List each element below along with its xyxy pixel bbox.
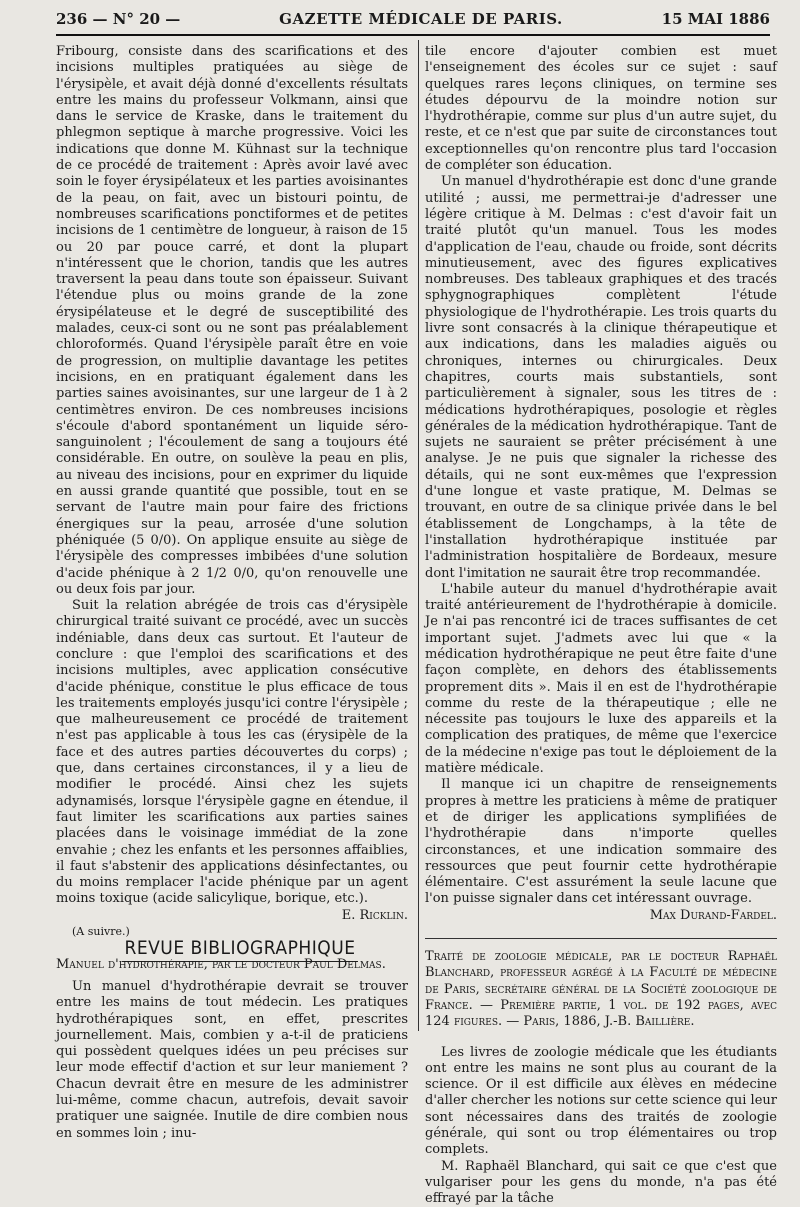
review-separator [425, 938, 777, 939]
paragraph: Fribourg, consiste dans des scarifications et des incisions multiples pratiquées au siège de l'érysipèle, et avait déjà donné d'excellents résultats entre les mains du professeur Volkmann, ainsi que dans le service de Kraske, dans le traitement du phlegmon septique à marche progressive. Voici les indications que donne M. Kühnast sur la technique de ce procédé de traitement : Après avoir lavé avec soin le foyer érysipélateux et les parties avoisinantes de la peau, on fait, avec un bistouri pointu, de nombreuses scarifications ponctiformes et de petites incisions de 1 centimètre de longueur, à raison de 15 ou 20 par pouce carré, et dont la plupart n'intéressent que le chorion, tandis que les autres traversent la peau dans toute son épaisseur. Suivant l'étendue plus ou moins grande de la zone érysipélateuse et le degré de susceptibilité des malades, ceux-ci sont ou ne sont pas préalablement chloroformés. Quand l'érysipèle paraît être en voie de progression, on multiplie davantage les petites incisions, en en pratiquant également dans les parties saines avoisinantes, sur une largeur de 1 à 2 centimètres environ. De ces nombreuses incisions s'écoule d'abord spontanément un liquide séro-sanguinolent ; l'écoulement de sang a toujours été considérable. En outre, on soulève la peau en plis, au niveau des incisions, pour en exprimer du liquide en aussi grande quantité que possible, tout en se servant de l'autre main pour faire des frictions énergiques sur la peau, arrosée d'une solution phéniquée (5 0/0). On applique ensuite au siège de l'érysipèle des compresses imbibées d'une solution d'acide phénique à 2 1/2 0/0, qu'on renouvelle une ou deux fois par jour. [56, 44, 408, 597]
author-signature: E. Ricklin. [341, 907, 408, 923]
paragraph: L'habile auteur du manuel d'hydrothérapie avait traité antérieurement de l'hydrothérapie à domicile. Je n'ai pas rencontré ici de traces suffisantes de cet important sujet. J'admets avec lui que « la médication hydrothérapique ne peut être faite d'une façon complète, en dehors des établissements proprement dits ». Mais il en est de l'hydrothérapie comme du reste de la thérapeutique ; elle ne nécessite pas toujours le luxe des appareils et la complication des pratiques, de même que l'exercice de la médecine n'exige pas tout le déploiement de la matière médicale. [425, 581, 777, 777]
section-title-text: REVUE BIBLIOGRAPHIQUE [122, 937, 357, 962]
paragraph: Suit la relation abrégée de trois cas d'érysipèle chirurgical traité suivant ce procédé, avec un succès indéniable, dans deux cas surtout. Et l'auteur de conclure : que l'emploi des scarifications et des incisions multiples, avec application consécutive d'acide phénique, constitue le plus efficace de tous les traitements employés jusqu'ici contre l'érysipèle ; que malheureusement ce procédé de traitement n'est pas applicable à tous les cas (érysipèle de la face et des autres parties découvertes du corps) ; que, dans certaines circonstances, il y a lieu de modifier le procédé. Ainsi chez les sujets adynamisés, lorsque l'érysipèle gagne en étendue, il faut limiter les scarifications aux parties saines placées dans le voisinage immédiat de la zone envahie ; chez les enfants et les personnes affaiblies, il faut s'abstenir des applications désinfectantes, ou du moins remplacer l'acide phénique par un agent moins toxique (acide salicylique, borique, etc.). [56, 598, 408, 907]
author-signature: Max Durand-Fardel. [649, 907, 777, 923]
continued-note: (A suivre.) [72, 925, 130, 939]
paragraph: Un manuel d'hydrothérapie devrait se trouver entre les mains de tout médecin. Les pratiques hydrothérapiques sont, en effet, prescrites journellement. Mais, combien y a-t-il de praticiens qui possèdent quelques idées un peu précises sur leur mode effectif d'action et sur leur maniement ? Chacun devrait être en mesure de les administrer lui-même, comme chacun, autrefois, devait savoir pratiquer une saignée. Inutile de dire combien nous en sommes loin ; inu- [56, 978, 408, 1141]
page-number: 236 — N° 20 — [56, 10, 181, 28]
paragraph: tile encore d'ajouter combien est muet l'enseignement des écoles sur ce sujet : sauf quelques rares leçons cliniques, on termine ses études dépourvu de la moindre notion sur l'hydrothérapie, comme sur plus d'un autre sujet, du reste, et ce n'est que par suite de circonstances tout exceptionnelles qu'on rencontre plus tard l'occasion de compléter son éducation. [425, 44, 777, 174]
left-column [56, 44, 408, 1142]
paragraph: Il manque ici un chapitre de renseignements propres à mettre les praticiens à même de pratiquer et de diriger les applications symplifiées de l'hydrothérapie dans n'importe quelles circonstances, et une indication sommaire des ressources que peut fournir cette hydrothérapie élémentaire. C'est assurément la seule lacune que l'on puisse signaler dans cet intéressant ouvrage. [425, 777, 777, 907]
column-divider [418, 40, 419, 1031]
paragraph: Les livres de zoologie médicale que les étudiants ont entre les mains ne sont plus au courant de la science. Or il est difficile aux élèves en médecine d'aller chercher les notions sur cette science qui leur sont nécessaires dans des traités de zoologie générale, qui sont ou trop élémentaires ou trop complets. [425, 1044, 777, 1158]
paragraph: Un manuel d'hydrothérapie est donc d'une grande utilité ; aussi, me permettrai-je d'adresser une légère critique à M. Delmas : c'est d'avoir fait un traité plutôt qu'un manuel. Tous les modes d'application de l'eau, chaude ou froide, sont décrits minutieusement, avec des figures explicatives nombreuses. Des tableaux graphiques et des tracés sphygnographiques complètent l'étude physiologique de l'hydrothérapie. Les trois quarts du livre sont consacrés à la clinique thérapeutique et aux indications, dans les maladies aiguës ou chroniques, internes ou chirurgicales. Deux chapitres, courts mais substantiels, sont particulièrement à signaler, sous les titres de : médications hydrothérapiques, posologie et règles générales de la médication hydrothérapique. Tant de sujets ne sauraient se prêter précisément à une analyse. Je ne puis que signaler la richesse des détails, qui ne sont eux-mêmes que l'expression d'une longue et vaste pratique, M. Delmas se trouvant, en outre de sa clinique privée dans le bel établissement de Longchamps, à la tête de l'installation hydrothérapique instituée par l'administration hospitalière de Bordeaux, mesure dont l'imitation ne saurait être trop recommandée. [425, 174, 777, 581]
paragraph: M. Raphaël Blanchard, qui sait ce que c'est que vulgariser pour les gens du monde, n'a pas été effrayé par la tâche [425, 1158, 777, 1207]
book-heading: Manuel d'hydrothérapie, par le docteur Paul Delmas. [56, 956, 386, 972]
issue-date: 15 MAI 1886 [661, 10, 770, 28]
spacer [425, 1031, 777, 1045]
journal-title: GAZETTE MÉDICALE DE PARIS. [279, 10, 563, 28]
section-title [56, 937, 408, 960]
header-rule [56, 34, 770, 36]
book-heading: Traité de zoologie médicale, par le docteur Raphaël Blanchard, professeur agrégé à la Faculté de médecine de Paris, secrétaire général de la Société zoologique de France. — Première partie, 1 vol. de 192 pages, avec 124 figures. — Paris, 1886, J.-B. Baillière. [425, 949, 777, 1030]
right-column [425, 44, 777, 1207]
page-header [56, 10, 770, 34]
